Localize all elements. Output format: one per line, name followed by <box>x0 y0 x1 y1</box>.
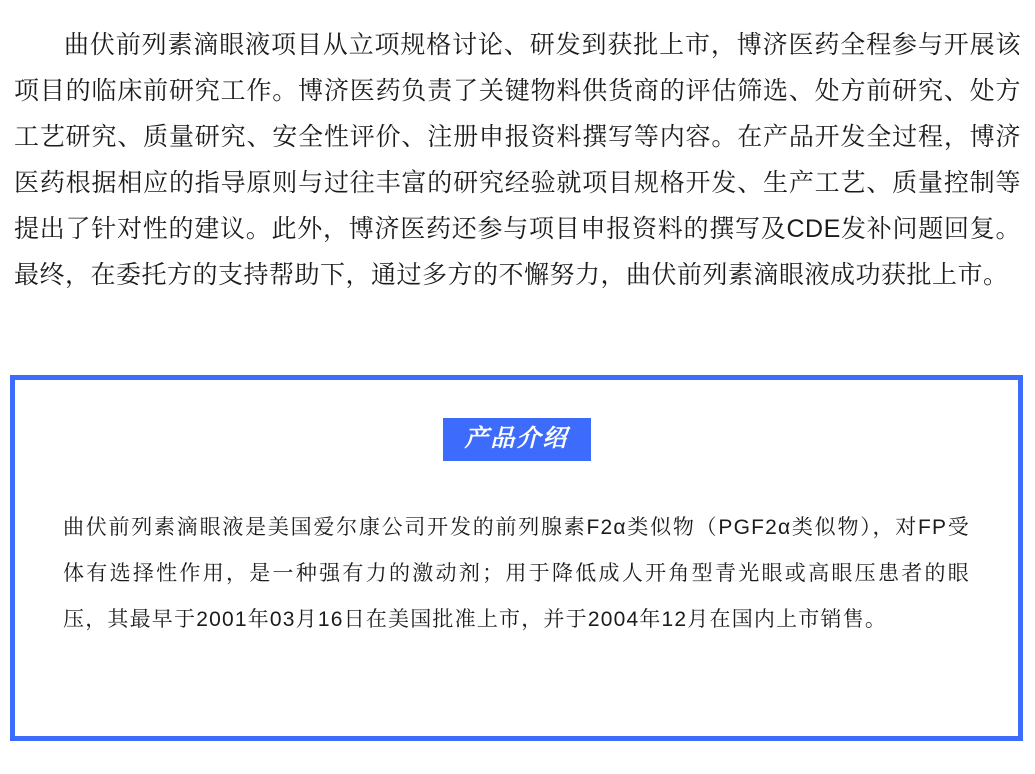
intro-section <box>0 0 1035 298</box>
product-intro-paragraph: 曲伏前列素滴眼液是美国爱尔康公司开发的前列腺素F2α类似物（PGF2α类似物），对FP受体有选择性作用，是一种强有力的激动剂；用于降低成人开角型青光眼或高眼压患者的眼压，其最早于2001年03月16日在美国批准上市，并于2004年12月在国内上市销售。 <box>63 516 970 631</box>
badge-row <box>15 418 1018 461</box>
product-intro-badge: 产品介绍 <box>443 418 591 461</box>
intro-paragraph: 曲伏前列素滴眼液项目从立项规格讨论、研发到获批上市，博济医药全程参与开展该项目的临床前研究工作。博济医药负责了关键物料供货商的评估筛选、处方前研究、处方工艺研究、质量研究、安全性评价、注册申报资料撰写等内容。在产品开发全过程，博济医药根据相应的指导原则与过往丰富的研究经验就项目规格开发、生产工艺、质量控制等提出了针对性的建议。此外，博济医药还参与项目申报资料的撰写及CDE发补问题回复。最终，在委托方的支持帮助下，通过多方的不懈努力，曲伏前列素滴眼液成功获批上市。 <box>14 31 1021 289</box>
product-intro-card-inner <box>15 418 1018 774</box>
product-intro-body <box>15 505 1018 643</box>
product-intro-card <box>10 375 1023 741</box>
